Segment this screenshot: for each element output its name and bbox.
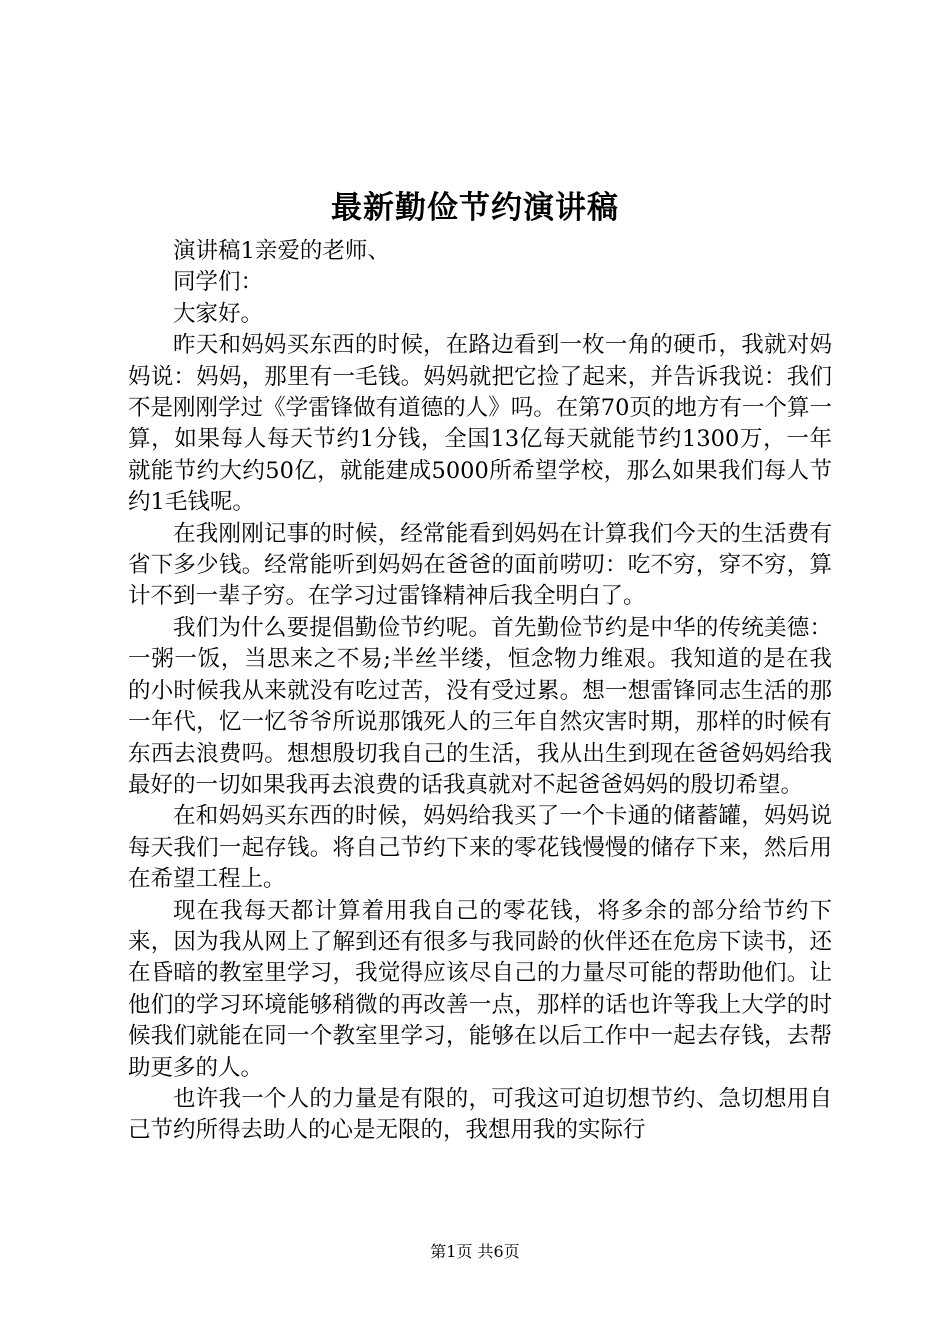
paragraph: 同学们： [173, 269, 264, 296]
paragraph: 也许我一个人的力量是有限的，可我这可迫切想节约、急切想用自己节约所得去助人的心是无限的，我想用我的实际行 [128, 1085, 832, 1144]
paragraph: 大家好。 [173, 300, 264, 327]
paragraph: 在和妈妈买东西的时候，妈妈给我买了一个卡通的储蓄罐，妈妈说每天我们一起存钱。将自己节约下来的零花钱慢慢的储存下来，然后用在希望工程上。 [128, 803, 832, 893]
document-title: 最新勤俭节约演讲稿 [331, 190, 619, 226]
page-footer: 第1页 共6页 [430, 1242, 520, 1261]
paragraph: 在我刚刚记事的时候，经常能看到妈妈在计算我们今天的生活费有省下多少钱。经常能听到妈妈在爸爸的面前唠叨：吃不穷，穿不穷，算计不到一辈子穷。在学习过雷锋精神后我全明白了。 [128, 520, 832, 610]
paragraph: 我们为什么要提倡勤俭节约呢。首先勤俭节约是中华的传统美德：一粥一饭，当思来之不易;半丝半缕，恒念物力维艰。我知道的是在我的小时候我从来就没有吃过苦，没有受过累。想一想雷锋同志生活的那一年代，忆一忆爷爷所说那饿死人的三年自然灾害时期，那样的时候有东西去浪费吗。想想殷切我自己的生活，我从出生到现在爸爸妈妈给我最好的一切如果我再去浪费的话我真就对不起爸爸妈妈的殷切希望。 [128, 614, 832, 798]
document-body [128, 236, 832, 1147]
paragraph: 现在我每天都计算着用我自己的零花钱，将多余的部分给节约下来，因为我从网上了解到还有很多与我同龄的伙伴还在危房下读书，还在昏暗的教室里学习，我觉得应该尽自己的力量尽可能的帮助他们。让他们的学习环境能够稍微的再改善一点，那样的话也许等我上大学的时候我们就能在同一个教室里学习，能够在以后工作中一起去存钱，去帮助更多的人。 [128, 897, 832, 1081]
paragraph: 演讲稿1亲爱的老师、 [173, 238, 390, 264]
paragraph: 昨天和妈妈买东西的时候，在路边看到一枚一角的硬币，我就对妈妈说：妈妈，那里有一毛钱。妈妈就把它捡了起来，并告诉我说：我们不是刚刚学过《学雷锋做有道德的人》吗。在第70页的地方有一个算一算，如果每人每天节约1分钱，全国13亿每天就能节约1300万，一年就能节约大约50亿，就能建成5000所希望学校，那么如果我们每人节约1毛钱呢。 [128, 332, 832, 516]
